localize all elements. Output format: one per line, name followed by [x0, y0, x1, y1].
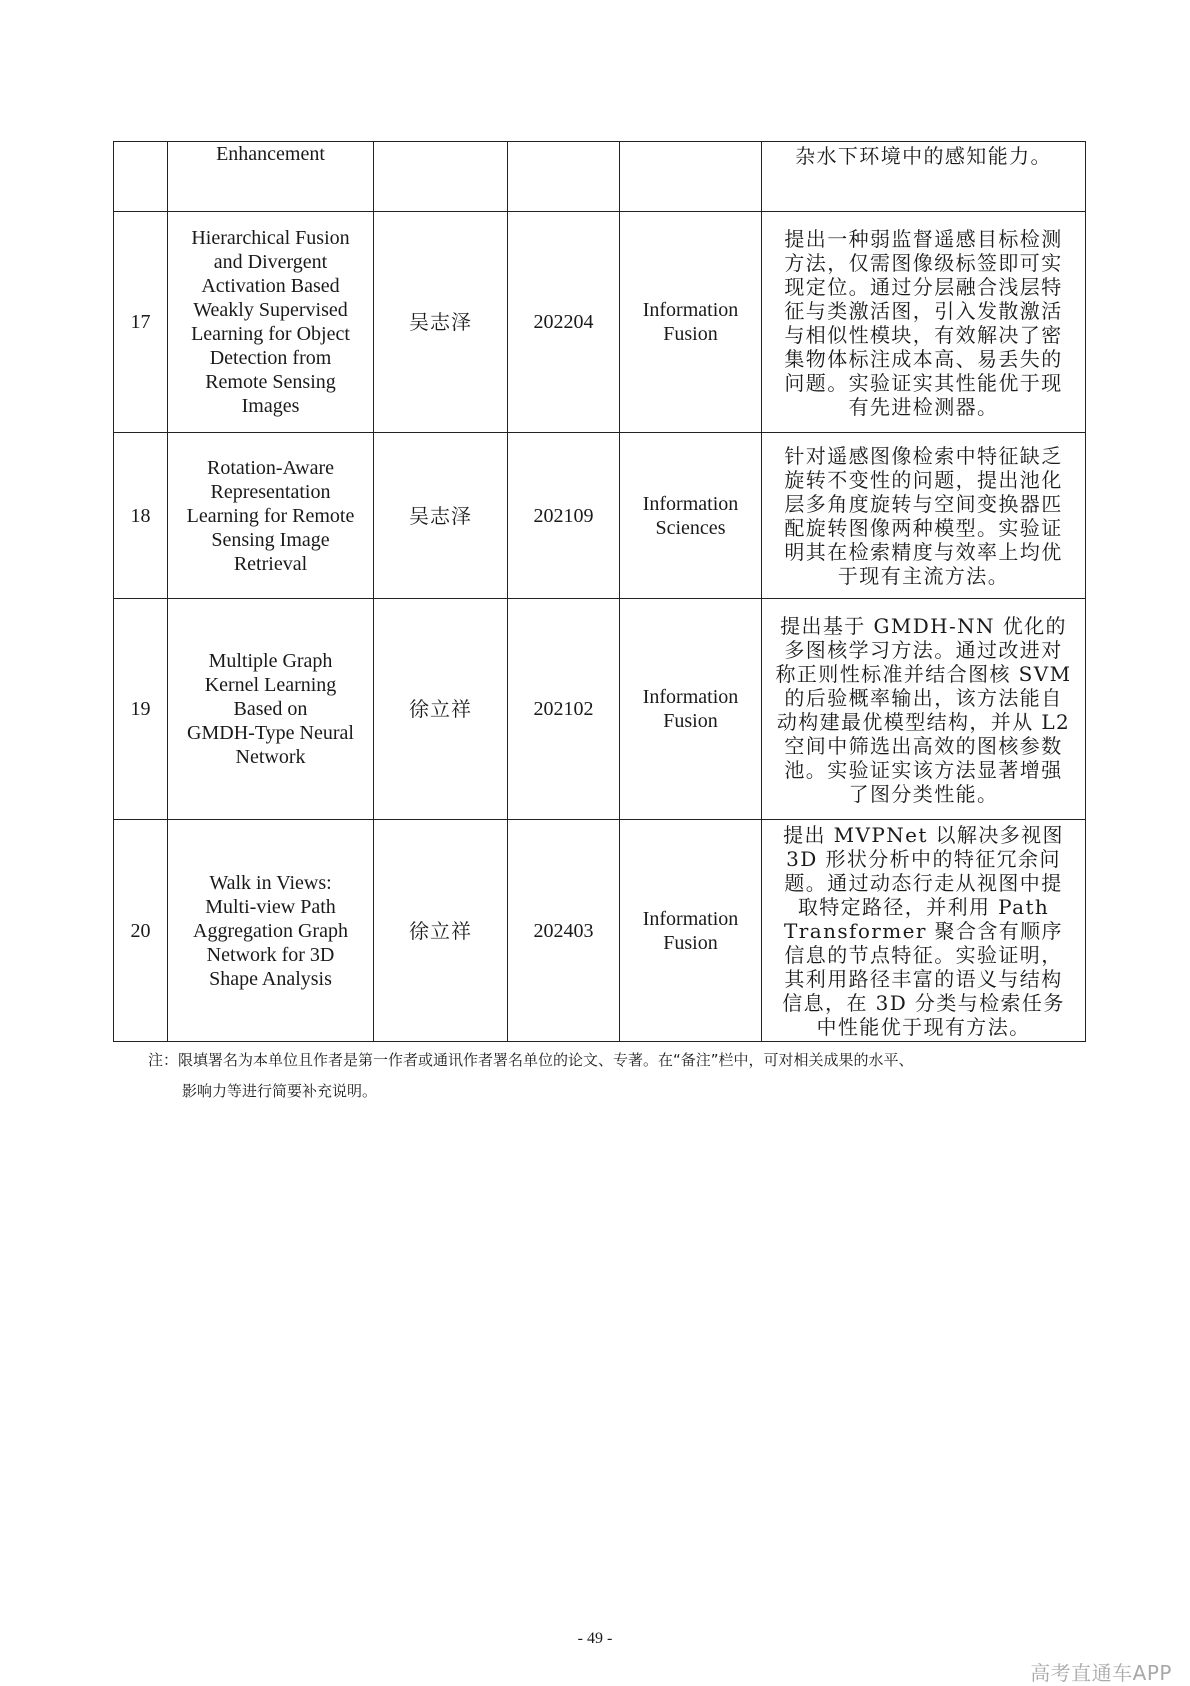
- footnote-line: 注：限填署名为本单位且作者是第一作者或通讯作者署名单位的论文、专著。在“备注”栏中，可对相关成果的水平、: [148, 1051, 914, 1069]
- title-line: Learning for Remote: [186, 504, 355, 527]
- paper-title: [168, 433, 374, 599]
- description-cell: 提出基于 GMDH-NN 优化的多图核学习方法。通过改进对称正则性标准并结合图核 SVM 的后验概率输出，该方法能自动构建最优模型结构，并从 L2 空间中筛选出高效的图核参数池。实验证实该方法显著增强了图分类性能。: [762, 599, 1086, 820]
- title-line: Network for 3D: [206, 943, 335, 966]
- title-line: Multiple Graph: [208, 650, 333, 672]
- title-line: Based on: [233, 698, 308, 720]
- papers-table: [113, 141, 1086, 1042]
- date-cell: 202109: [508, 433, 620, 599]
- description-cell: 提出一种弱监督遥感目标检测方法，仅需图像级标签即可实现定位。通过分层融合浅层特征与类激活图，引入发散激活与相似性模块，有效解决了密集物体标注成本高、易丢失的问题。实验证实其性能优于现有先进检测器。: [762, 212, 1086, 433]
- journal-line: Fusion: [663, 323, 718, 345]
- date-cell: [508, 142, 620, 212]
- author-cell: 徐立祥: [374, 820, 508, 1042]
- author-cell: 吴志泽: [374, 433, 508, 599]
- watermark: 高考直通车APP: [1030, 1661, 1172, 1685]
- journal-line: Information: [642, 492, 739, 515]
- journal-line: Information: [642, 299, 739, 321]
- description-cell: 提出 MVPNet 以解决多视图 3D 形状分析中的特征冗余问题。通过动态行走从视图中提取特定路径，并利用 Path Transformer 聚合含有顺序信息的节点特征。实验证明，其利用路径丰富的语义与结构信息，在 3D 分类与检索任务中性能优于现有方法。: [762, 820, 1086, 1042]
- title-line: Remote Sensing: [205, 371, 336, 393]
- paper-title: [168, 599, 374, 820]
- description-cell: 针对遥感图像检索中特征缺乏旋转不变性的问题，提出池化层多角度旋转与空间变换器匹配旋转图像两种模型。实验证明其在检索精度与效率上均优于现有主流方法。: [762, 433, 1086, 599]
- title-line: and Divergent: [213, 251, 328, 273]
- table-row: [114, 433, 1086, 599]
- author-cell: 吴志泽: [374, 212, 508, 433]
- title-line: Learning for Object: [191, 323, 350, 345]
- row-number: 17: [114, 212, 168, 433]
- paper-title: [168, 142, 374, 212]
- title-line: Rotation-Aware: [206, 456, 334, 479]
- footnote: [148, 1045, 1083, 1107]
- title-line: Hierarchical Fusion: [191, 227, 350, 249]
- journal-line: Information: [642, 686, 739, 708]
- title-line: Representation: [210, 480, 331, 503]
- row-number: [114, 142, 168, 212]
- title-line: GMDH-Type Neural: [187, 722, 354, 744]
- title-line: Shape Analysis: [209, 967, 332, 990]
- row-number: 20: [114, 820, 168, 1042]
- date-cell: 202102: [508, 599, 620, 820]
- journal-cell: [620, 433, 762, 599]
- paper-title: [168, 820, 374, 1042]
- title-line: Enhancement: [216, 143, 325, 165]
- table-row: [114, 820, 1086, 1042]
- title-line: Multi-view Path: [205, 895, 336, 918]
- journal-line: Sciences: [655, 516, 726, 539]
- paper-title: [168, 212, 374, 433]
- table-row: [114, 142, 1086, 212]
- title-line: Weakly Supervised: [193, 299, 348, 321]
- table-row: [114, 212, 1086, 433]
- journal-cell: [620, 599, 762, 820]
- row-number: 18: [114, 433, 168, 599]
- title-line: Detection from: [209, 347, 332, 369]
- journal-cell: [620, 142, 762, 212]
- title-line: Kernel Learning: [204, 674, 337, 696]
- author-cell: [374, 142, 508, 212]
- title-line: Network: [235, 746, 306, 768]
- page-number: - 49 -: [577, 1630, 613, 1647]
- title-line: Images: [241, 395, 300, 417]
- title-line: Activation Based: [201, 275, 340, 297]
- title-line: Walk in Views:: [209, 871, 332, 894]
- title-line: Retrieval: [233, 552, 308, 575]
- description-cell: 杂水下环境中的感知能力。: [762, 142, 1086, 212]
- table-row: [114, 599, 1086, 820]
- title-line: Sensing Image: [211, 528, 330, 551]
- journal-line: Fusion: [663, 710, 718, 732]
- journal-cell: [620, 212, 762, 433]
- date-cell: 202403: [508, 820, 620, 1042]
- footnote-line: 影响力等进行简要补充说明。: [182, 1082, 378, 1100]
- title-line: Aggregation Graph: [193, 919, 348, 942]
- row-number: 19: [114, 599, 168, 820]
- date-cell: 202204: [508, 212, 620, 433]
- author-cell: 徐立祥: [374, 599, 508, 820]
- journal-cell: [620, 820, 762, 1042]
- journal-line: Information: [642, 907, 739, 930]
- journal-line: Fusion: [663, 931, 718, 954]
